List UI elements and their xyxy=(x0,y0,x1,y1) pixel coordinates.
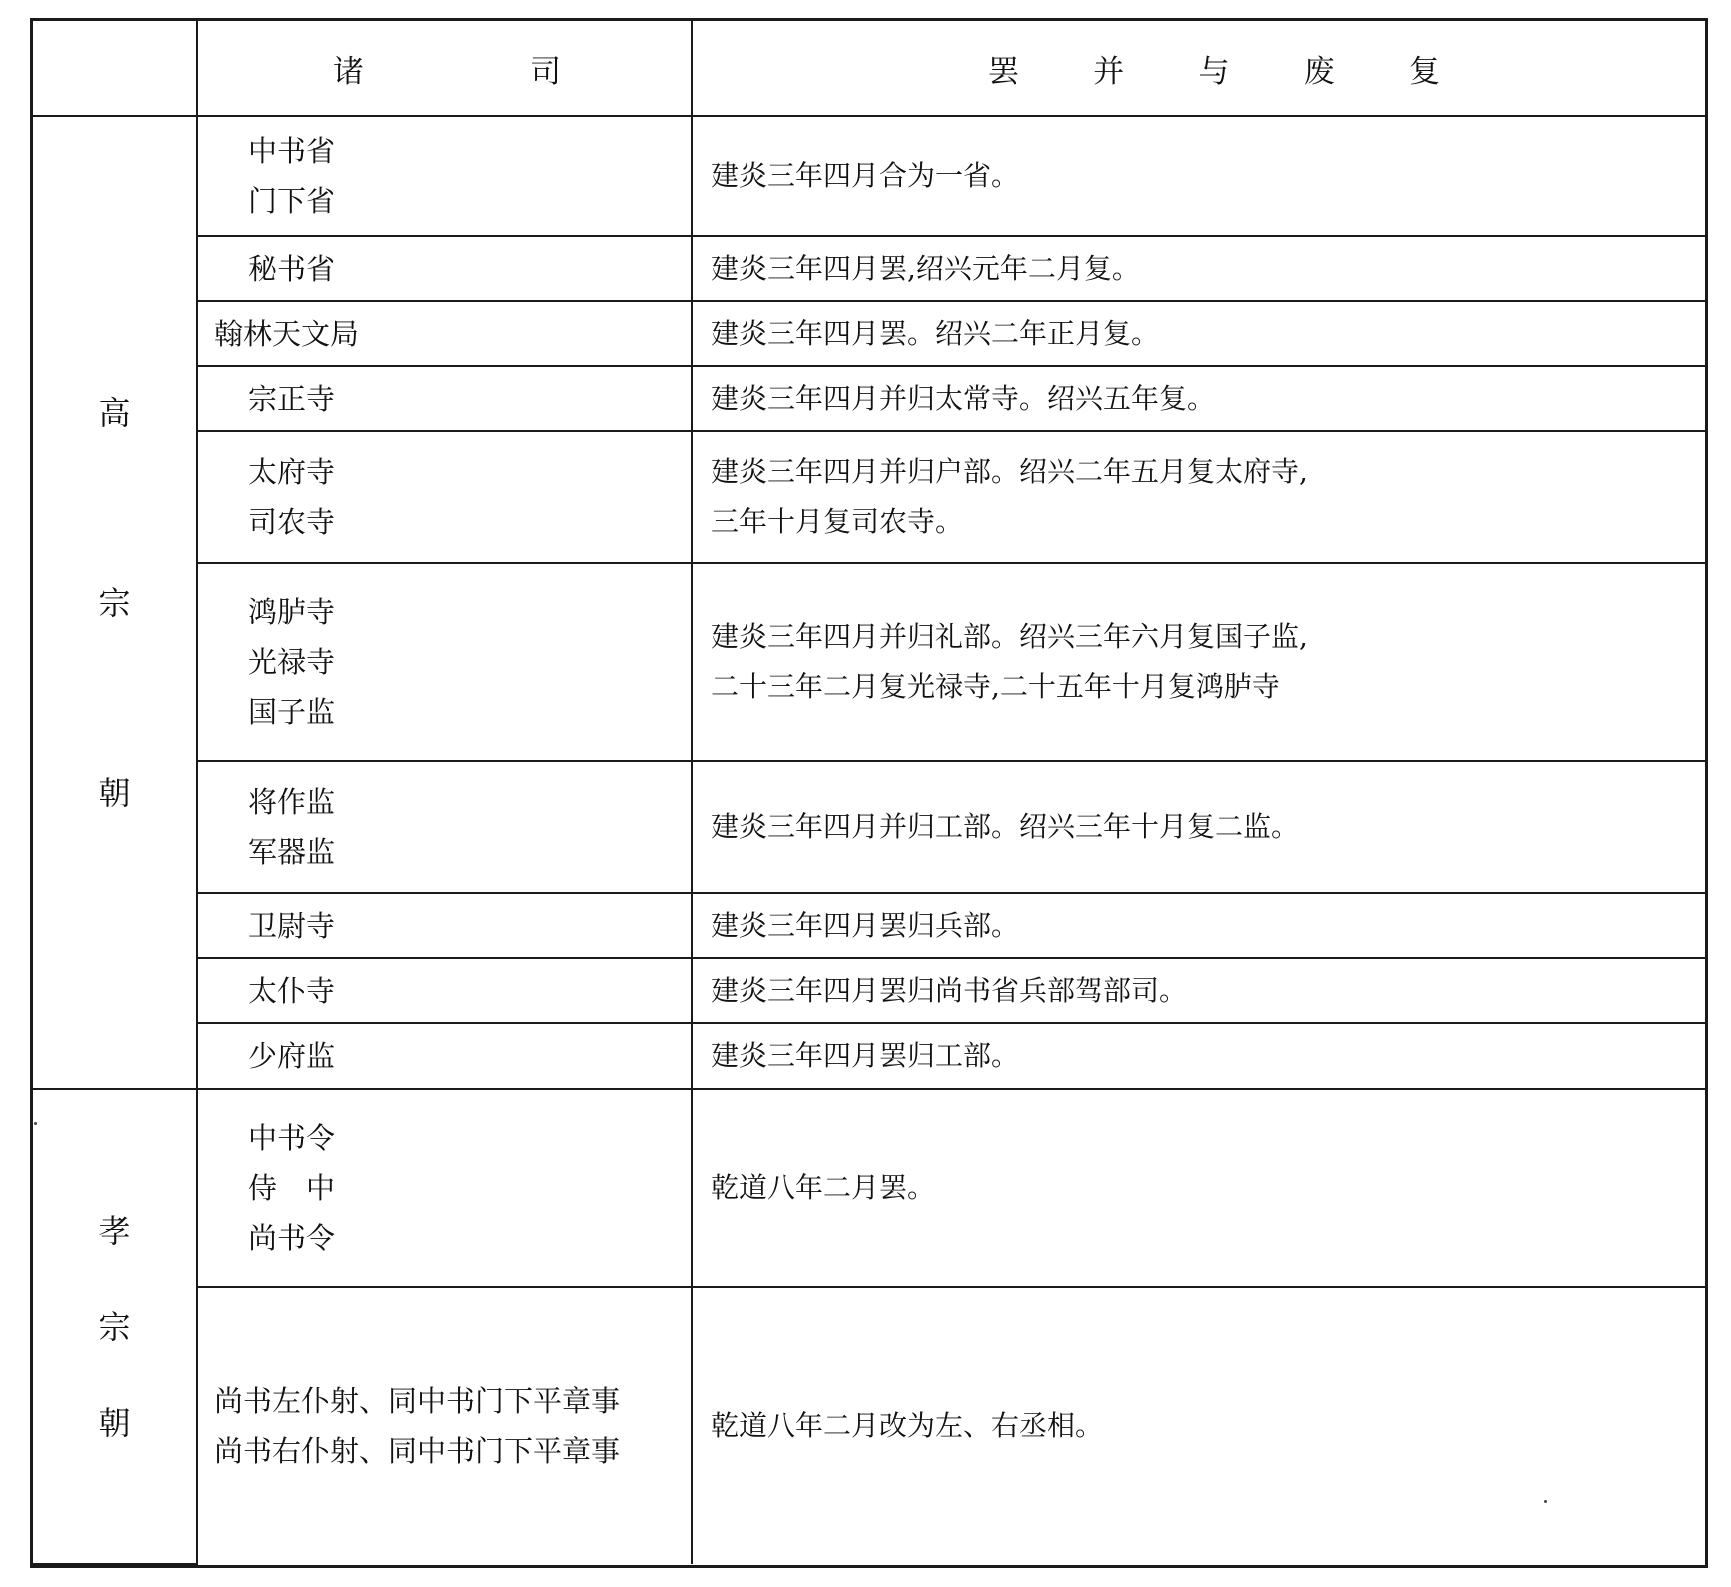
header-offices-char: 司 xyxy=(530,53,561,90)
office-name: 国子监 xyxy=(248,695,336,729)
office-name: 鸿胪寺 xyxy=(248,595,336,629)
change-text: 建炎三年四月并归礼部。绍兴三年六月复国子监, xyxy=(711,620,1308,653)
change-cell xyxy=(692,116,1705,236)
header-changes-char: 废 xyxy=(1303,53,1335,90)
table-row xyxy=(33,1089,1705,1287)
office-name: 侍 中 xyxy=(248,1171,336,1205)
era-cell-gaozong xyxy=(33,116,197,1089)
office-cell xyxy=(197,563,692,761)
era-char: 朝 xyxy=(98,773,131,812)
office-name: 尚书左仆射、同中书门下平章事 xyxy=(214,1384,621,1418)
office-cell xyxy=(197,366,692,431)
office-name: 中书令 xyxy=(248,1121,336,1155)
header-offices xyxy=(197,21,692,116)
change-cell xyxy=(692,301,1705,366)
change-cell xyxy=(692,893,1705,958)
office-cell xyxy=(197,958,692,1023)
era-char: 宗 xyxy=(98,583,131,622)
table-row xyxy=(33,958,1705,1023)
change-text: 建炎三年四月罢归尚书省兵部驾部司。 xyxy=(711,973,1188,1007)
office-name: 少府监 xyxy=(248,1039,336,1073)
office-changes-table xyxy=(30,18,1708,1568)
table-row xyxy=(33,1287,1705,1564)
office-name: 将作监 xyxy=(248,785,336,819)
office-name: 军器监 xyxy=(248,835,336,869)
office-name: 卫尉寺 xyxy=(248,908,336,943)
table-row xyxy=(33,301,1705,366)
era-char: 高 xyxy=(98,393,131,432)
change-cell xyxy=(692,366,1705,431)
change-text: 乾道八年二月罢。 xyxy=(711,1171,936,1204)
office-name: 秘书省 xyxy=(248,251,336,286)
change-text: 建炎三年四月罢。绍兴二年正月复。 xyxy=(711,316,1160,350)
change-text: 二十三年二月复光禄寺,二十五年十月复鸿胪寺 xyxy=(711,670,1280,703)
change-text: 建炎三年四月合为一省。 xyxy=(711,159,1020,192)
office-cell xyxy=(197,301,692,366)
office-cell xyxy=(197,1023,692,1089)
table-row xyxy=(33,366,1705,431)
office-name: 宗正寺 xyxy=(248,381,336,416)
change-cell xyxy=(692,1287,1705,1564)
table-header-row xyxy=(33,21,1705,116)
change-cell xyxy=(692,958,1705,1023)
table-row xyxy=(33,116,1705,236)
scan-speck xyxy=(34,1122,37,1125)
table-row xyxy=(33,563,1705,761)
header-changes xyxy=(692,21,1705,116)
scan-speck xyxy=(1544,1500,1547,1503)
office-cell xyxy=(197,761,692,893)
header-changes-char: 并 xyxy=(1093,53,1125,90)
table-row xyxy=(33,431,1705,563)
office-name: 司农寺 xyxy=(248,505,336,539)
header-offices-char: 诸 xyxy=(333,53,364,90)
change-cell xyxy=(692,431,1705,563)
office-name: 太仆寺 xyxy=(248,973,336,1008)
table-row xyxy=(33,761,1705,893)
era-char: 朝 xyxy=(98,1403,131,1442)
change-text: 建炎三年四月并归太常寺。绍兴五年复。 xyxy=(711,381,1216,415)
office-name: 太府寺 xyxy=(248,455,336,489)
change-cell xyxy=(692,236,1705,301)
change-cell xyxy=(692,563,1705,761)
header-era-cell xyxy=(33,21,197,116)
office-name: 尚书令 xyxy=(248,1221,336,1255)
change-text: 建炎三年四月罢归兵部。 xyxy=(711,908,1020,942)
header-changes-char: 与 xyxy=(1198,53,1230,90)
change-text: 建炎三年四月罢归工部。 xyxy=(711,1039,1020,1072)
office-cell xyxy=(197,116,692,236)
change-cell xyxy=(692,1089,1705,1287)
office-cell xyxy=(197,236,692,301)
office-name: 翰林天文局 xyxy=(214,316,360,351)
change-text: 建炎三年四月并归户部。绍兴二年五月复太府寺, xyxy=(711,455,1308,488)
era-cell-xiaozong xyxy=(33,1089,197,1564)
change-cell xyxy=(692,1023,1705,1089)
office-cell xyxy=(197,1287,692,1564)
office-name: 中书省 xyxy=(248,134,336,168)
change-text: 乾道八年二月改为左、右丞相。 xyxy=(711,1409,1104,1442)
header-changes-char: 复 xyxy=(1409,53,1440,90)
era-char: 宗 xyxy=(98,1307,131,1346)
change-cell xyxy=(692,761,1705,893)
office-cell xyxy=(197,1089,692,1287)
change-text: 三年十月复司农寺。 xyxy=(711,505,964,538)
office-name: 光禄寺 xyxy=(248,645,336,679)
era-char: 孝 xyxy=(98,1211,131,1250)
office-name: 尚书右仆射、同中书门下平章事 xyxy=(214,1434,621,1468)
table-row xyxy=(33,236,1705,301)
office-name: 门下省 xyxy=(248,184,336,218)
table-row xyxy=(33,1023,1705,1089)
header-changes-char: 罢 xyxy=(988,53,1019,90)
table-row xyxy=(33,893,1705,958)
change-text: 建炎三年四月并归工部。绍兴三年十月复二监。 xyxy=(711,810,1300,843)
change-text: 建炎三年四月罢,绍兴元年二月复。 xyxy=(711,251,1140,285)
office-cell xyxy=(197,431,692,563)
office-cell xyxy=(197,893,692,958)
